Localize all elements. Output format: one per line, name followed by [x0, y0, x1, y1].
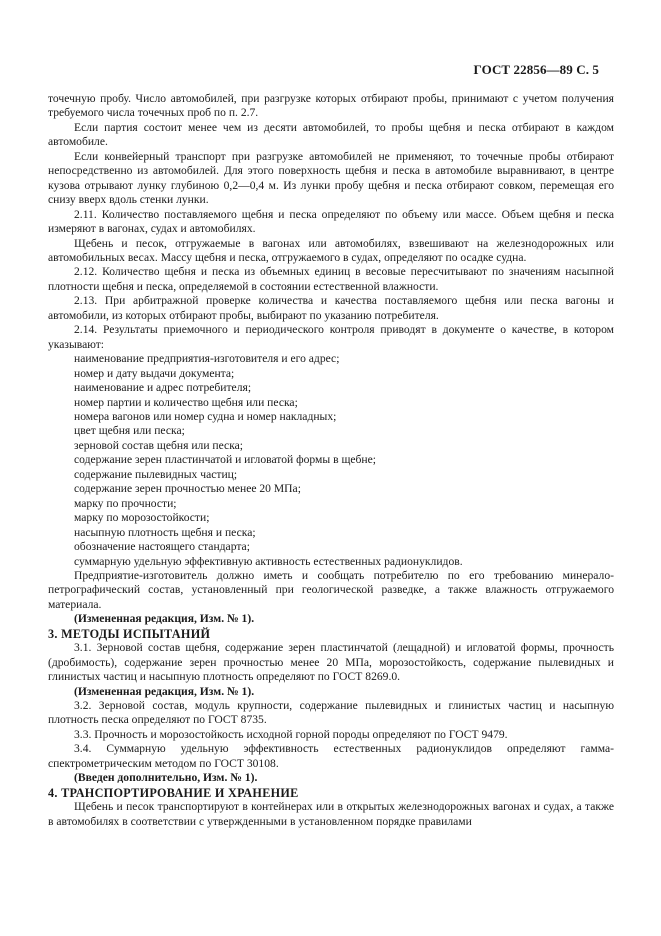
list-item: номера вагонов или номер судна и номер накладных; — [74, 409, 337, 423]
clause-3-3: 3.3. Прочность и морозостойкость исходной горной породы определяют по ГОСТ 9479. — [74, 727, 508, 741]
list-item: суммарную удельную эффективную активность естественных радионуклидов. — [74, 554, 463, 568]
list-item: цвет щебня или песка; — [74, 424, 185, 438]
list-item: марку по прочности; — [74, 496, 177, 510]
clause-2-13: 2.13. При арбитражной проверке количества и качества поставляемого щебня или песка вагоны и автомобили, из которых отбирают пробы, выбирают по указанию потребителя. — [48, 294, 614, 322]
clause-3-1: 3.1. Зерновой состав щебня, содержание зерен пластинчатой (лещадной) и игловатой формы, прочность (дробимость), содержание зерен прочностью менее 20 МПа, морозостойкость, содержание пылевидных и глинистых частиц и насыпную плотность определяют по ГОСТ 8269.0. — [48, 641, 614, 684]
list-item: содержание пылевидных частиц; — [74, 467, 238, 481]
clause-2-12: 2.12. Количество щебня и песка из объемных единиц в весовые пересчитывают по значениям насыпной плотности щебня и песка, определяемой в состоянии естественной влажности. — [48, 265, 614, 293]
list-item: зерновой состав щебня или песка; — [74, 438, 244, 452]
list-item: номер партии и количество щебня или песка; — [74, 395, 298, 409]
paragraph: Предприятие-изготовитель должно иметь и сообщать потребителю по его требованию минерало-петрографический состав, установленный при геологической разведке, а также влажность отгружаемого материала. — [48, 568, 614, 611]
clause-3-2: 3.2. Зерновой состав, модуль крупности, содержание пылевидных и глинистых частиц и насыпную плотность песка определяют по ГОСТ 8735. — [48, 699, 614, 727]
list-item: номер и дату выдачи документа; — [74, 366, 235, 380]
clause-2-14: 2.14. Результаты приемочного и периодического контроля приводят в документе о качестве, в котором указывают: — [48, 323, 614, 351]
document-body — [48, 92, 614, 829]
section-heading-4: 4. ТРАНСПОРТИРОВАНИЕ И ХРАНЕНИЕ — [48, 785, 299, 800]
list-item: насыпную плотность щебня и песка; — [74, 525, 256, 539]
paragraph: Щебень и песок, отгружаемые в вагонах или автомобилях, взвешивают на железнодорожных или автомобильных весах. Массу щебня и песка, отгружаемого в судах, определяют по осадке судна. — [48, 236, 614, 264]
list-item: наименование предприятия-изготовителя и его адрес; — [74, 352, 340, 366]
paragraph: Если конвейерный транспорт при разгрузке автомобилей не применяют, то точечные пробы отбирают непосредственно из автомобилей. Для этого поверхность щебня и песка в автомобиле выравнивают, в центре кузова отрывают лунку глубиною 0,2—0,4 м. Из лунки пробу щебня и песка отбирают совком, перемещая его снизу вверх вдоль стенки лунки. — [48, 149, 614, 207]
amendment-note: (Измененная редакция, Изм. № 1). — [74, 684, 255, 698]
clause-2-11: 2.11. Количество поставляемого щебня и песка определяют по объему или массе. Объем щебня и песка измеряют в вагонах, судах и автомобилях. — [48, 207, 614, 236]
list-item: наименование и адрес потребителя; — [74, 381, 252, 395]
amendment-note: (Измененная редакция, Изм. № 1). — [74, 612, 255, 626]
page-header: ГОСТ 22856—89 С. 5 — [473, 62, 599, 77]
paragraph: Щебень и песок транспортируют в контейнерах или в открытых железнодорожных вагонах и судах, а также в автомобилях в соответствии с утвержденными в установленном порядке правилами — [48, 800, 614, 828]
list-item: обозначение настоящего стандарта; — [74, 540, 250, 554]
quality-document-list — [48, 352, 614, 569]
list-item: содержание зерен прочностью менее 20 МПа; — [74, 482, 301, 496]
clause-3-4: 3.4. Суммарную удельную эффективность естественных радионуклидов определяют гамма-спектрометрическим методом по ГОСТ 30108. — [48, 742, 614, 770]
paragraph: точечную пробу. Число автомобилей, при разгрузке которых отбирают пробы, принимают с учетом получения требуемого числа точечных проб по п. 2.7. — [48, 92, 614, 120]
list-item: марку по морозостойкости; — [74, 511, 210, 525]
list-item: содержание зерен пластинчатой и игловатой формы в щебне; — [74, 453, 376, 467]
amendment-note: (Введен дополнительно, Изм. № 1). — [74, 771, 258, 785]
paragraph: Если партия состоит менее чем из десяти автомобилей, то пробы щебня и песка отбирают в каждом автомобиле. — [48, 120, 614, 149]
section-heading-3: 3. МЕТОДЫ ИСПЫТАНИЙ — [48, 626, 211, 641]
